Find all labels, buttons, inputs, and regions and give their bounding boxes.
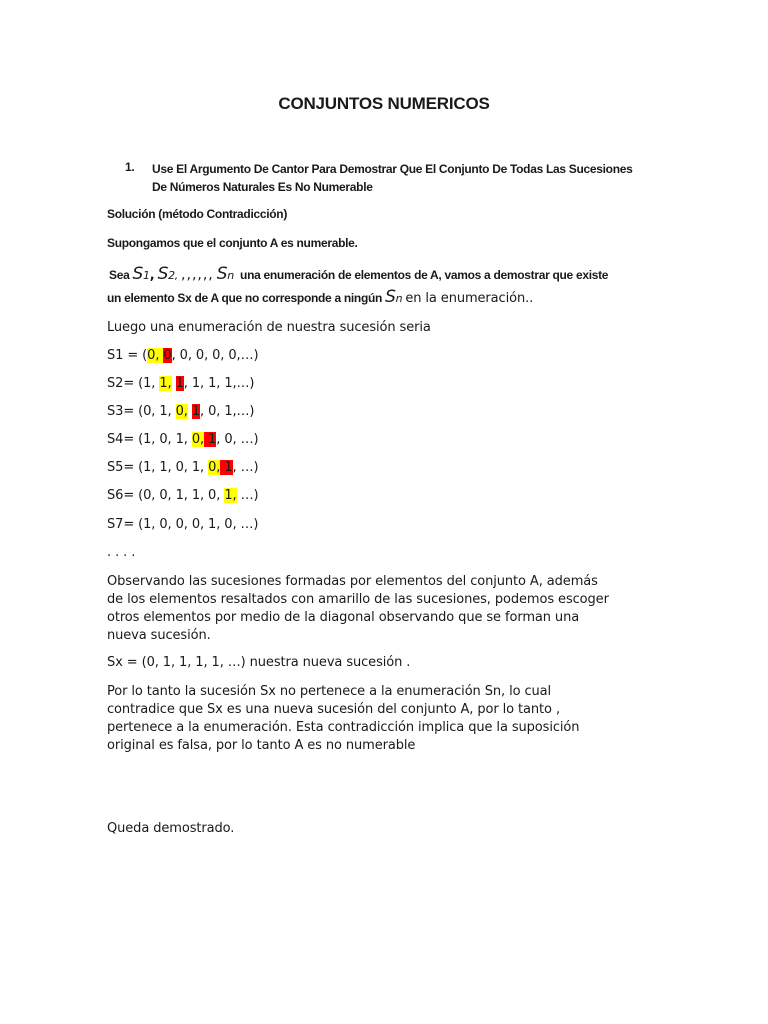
highlight-red: 1 [175,376,184,391]
sequence-label: S3= (0, 1, [107,404,176,419]
highlight-yellow: 0, [208,460,221,475]
highlight-yellow: 1, [159,376,172,391]
paragraph-line: contradice que Sx es una nueva sucesión del conjunto A, por lo tanto , [107,702,560,717]
comma: , [149,268,155,283]
sn-symbol: Sn [385,287,403,307]
closing-text: Queda demostrado. [107,821,235,836]
sequence-label: S6= (0, 0, 1, 1, 0, [107,488,225,503]
assumption-text: Supongamos que el conjunto A es numerable. [107,236,358,250]
sequence-text: , …) [232,460,259,475]
sequence-label: S5= (1, 1, 0, 1, [107,460,209,475]
sx-line: Sx = (0, 1, 1, 1, 1, …) nuestra nueva sucesión . [107,655,411,670]
enumeration-line-2 [107,287,533,307]
observation-paragraph [107,573,647,645]
sequence-label: S2= (1, [107,376,160,391]
list-item-line: Use El Argumento De Cantor Para Demostrar Que El Conjunto De Todas Las Sucesiones [152,162,633,176]
paragraph-line: Por lo tanto la sucesión Sx no pertenece a la enumeración Sn, lo cual [107,684,552,699]
enumeration-text: en la enumeración.. [405,291,534,306]
highlight-yellow: 1, [224,488,237,503]
highlight-red: 1 [220,460,233,475]
sequence-text: …) [236,488,259,503]
sequence-label: S7= (1, 0, 0, 0, 1, 0, …) [107,517,259,532]
paragraph-line: original es falsa, por lo tanto A es no numerable [107,738,416,753]
sequence-text: , 0, 0, 0, 0,…) [171,348,259,363]
sequence-row [107,460,258,475]
highlight-yellow: 0, [147,348,160,363]
highlight-yellow: 0, [175,404,188,419]
sequence-text: , 0, …) [216,432,259,447]
list-item-line: De Números Naturales Es No Numerable [152,180,373,194]
conclusion-paragraph [107,683,647,755]
paragraph-line: Observando las sucesiones formadas por elementos del conjunto A, además [107,574,598,589]
solution-heading: Solución (método Contradicción) [107,207,288,221]
sequence-text: , 0, 1,…) [200,404,255,419]
sequence-label: S4= (1, 0, 1, [107,432,192,447]
sequence-row [107,432,258,447]
sequence-row [107,404,254,419]
sequence-row [107,348,258,363]
sequence-row [107,488,258,503]
enumeration-text: una enumeración de elementos de A, vamos a demostrar que existe [240,268,609,282]
intro-text: Luego una enumeración de nuestra sucesión seria [107,320,431,335]
list-item-text [152,160,672,196]
sn-symbol: Sn [216,264,234,284]
paragraph-line: nueva sucesión. [107,628,211,643]
highlight-yellow: 0, [191,432,205,447]
list-item-number: 1. [125,160,135,174]
sequence-row [107,376,254,391]
s2-symbol: S2, [157,264,178,284]
enumeration-line [109,264,608,284]
sea-word: Sea [109,268,130,282]
paragraph-line: de los elementos resaltados con amarillo de las sucesiones, podemos escoger [107,592,609,607]
sequence-label: S1 = ( [107,348,148,363]
paragraph-line: otros elementos por medio de la diagonal observando que se forman una [107,610,580,625]
sequence-text: , 1, 1, 1,…) [183,376,255,391]
enumeration-text: un elemento Sx de A que no corresponde a ningún [107,291,383,305]
highlight-red: 1 [204,432,217,447]
paragraph-line: pertenece a la enumeración. Esta contradicción implica que la suposición [107,720,580,735]
highlight-red: 0 [163,348,172,363]
sequence-row [107,517,258,532]
commas: ,,,,,, [181,267,214,283]
ellipsis: . . . . [107,545,136,560]
highlight-red: 1 [191,404,201,419]
page-title: CONJUNTOS NUMERICOS [278,94,490,113]
s1-symbol: S1 [132,264,150,284]
